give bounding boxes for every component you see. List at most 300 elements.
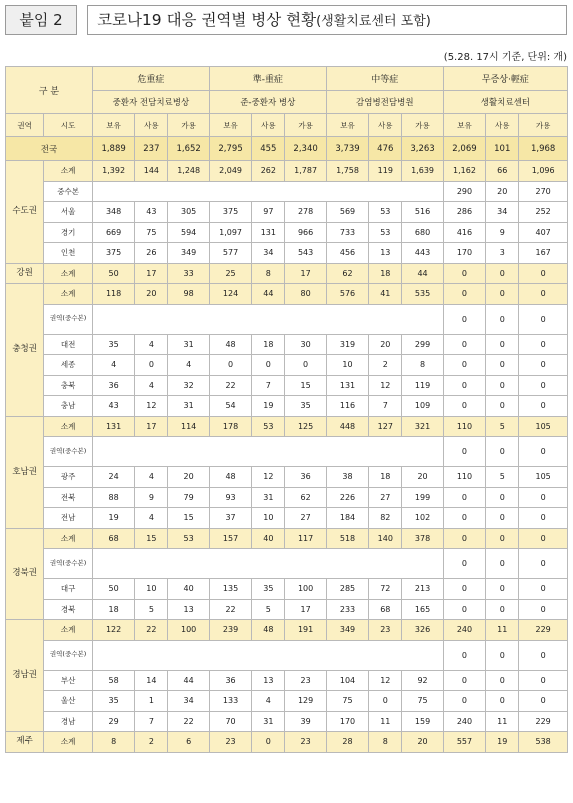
- value-cell: 20: [402, 732, 443, 753]
- blank-cell: [92, 437, 443, 467]
- value-cell: 75: [135, 222, 168, 243]
- value-cell: 20: [369, 334, 402, 355]
- value-cell: 18: [369, 467, 402, 488]
- value-cell: 0: [486, 691, 519, 712]
- value-cell: 4: [135, 375, 168, 396]
- value-cell: 213: [402, 579, 443, 600]
- city-row: [6, 640, 568, 670]
- value-cell: 36: [209, 670, 251, 691]
- value-cell: 0: [486, 508, 519, 529]
- value-cell: 0: [519, 528, 568, 549]
- value-cell: 18: [369, 263, 402, 284]
- value-cell: 733: [326, 222, 368, 243]
- value-cell: 131: [326, 375, 368, 396]
- value-cell: 68: [92, 528, 134, 549]
- value-cell: 25: [209, 263, 251, 284]
- value-cell: 443: [402, 243, 443, 264]
- value-cell: 0: [443, 549, 485, 579]
- value-cell: 35: [92, 334, 134, 355]
- value-cell: 375: [92, 243, 134, 264]
- value-cell: 252: [519, 202, 568, 223]
- value-cell: 31: [168, 396, 209, 417]
- value-cell: 30: [285, 334, 326, 355]
- value-cell: 378: [402, 528, 443, 549]
- value-cell: 15: [168, 508, 209, 529]
- city-row: [6, 691, 568, 712]
- metric-header: 사용: [486, 114, 519, 137]
- value-cell: 102: [402, 508, 443, 529]
- value-cell: 233: [326, 599, 368, 620]
- total-value-cell: 455: [252, 137, 285, 161]
- value-cell: 10: [135, 579, 168, 600]
- value-cell: 0: [443, 396, 485, 417]
- value-cell: 125: [285, 416, 326, 437]
- value-cell: 0: [519, 375, 568, 396]
- value-cell: 0: [519, 396, 568, 417]
- header-row-metrics: [6, 114, 568, 137]
- value-cell: 456: [326, 243, 368, 264]
- value-cell: 167: [519, 243, 568, 264]
- value-cell: 226: [326, 487, 368, 508]
- value-cell: 0: [519, 549, 568, 579]
- row-label: 소계: [44, 528, 93, 549]
- value-cell: 62: [285, 487, 326, 508]
- value-cell: 48: [209, 467, 251, 488]
- value-cell: 43: [135, 202, 168, 223]
- value-cell: 129: [285, 691, 326, 712]
- value-cell: 35: [285, 396, 326, 417]
- value-cell: 62: [326, 263, 368, 284]
- value-cell: 349: [326, 620, 368, 641]
- value-cell: 2,049: [209, 161, 251, 182]
- value-cell: 4: [135, 508, 168, 529]
- row-label: 광주: [44, 467, 93, 488]
- subtotal-row: [6, 284, 568, 305]
- city-row: [6, 487, 568, 508]
- value-cell: 24: [92, 467, 134, 488]
- value-cell: 5: [486, 467, 519, 488]
- subtotal-row: [6, 528, 568, 549]
- value-cell: 0: [443, 304, 485, 334]
- value-cell: 4: [135, 334, 168, 355]
- row-label: 충북: [44, 375, 93, 396]
- value-cell: 19: [486, 732, 519, 753]
- value-cell: 23: [369, 620, 402, 641]
- row-label: 권역(중수본): [44, 304, 93, 334]
- value-cell: 116: [326, 396, 368, 417]
- value-cell: 10: [252, 508, 285, 529]
- value-cell: 170: [443, 243, 485, 264]
- value-cell: 0: [519, 670, 568, 691]
- value-cell: 22: [168, 711, 209, 732]
- value-cell: 0: [486, 437, 519, 467]
- value-cell: 104: [326, 670, 368, 691]
- value-cell: 680: [402, 222, 443, 243]
- value-cell: 0: [519, 304, 568, 334]
- value-cell: 199: [402, 487, 443, 508]
- value-cell: 118: [92, 284, 134, 305]
- value-cell: 299: [402, 334, 443, 355]
- row-label: 소계: [44, 161, 93, 182]
- value-cell: 22: [135, 620, 168, 641]
- value-cell: 594: [168, 222, 209, 243]
- value-cell: 20: [486, 181, 519, 202]
- value-cell: 348: [92, 202, 134, 223]
- value-cell: 0: [443, 670, 485, 691]
- row-label: 전남: [44, 508, 93, 529]
- page-title: [87, 5, 567, 35]
- col-region-header: 권역: [6, 114, 44, 137]
- value-cell: 38: [326, 467, 368, 488]
- city-row: [6, 243, 568, 264]
- row-label: 권역(중수본): [44, 640, 93, 670]
- value-cell: 577: [209, 243, 251, 264]
- corner-cell: 구 분: [6, 67, 93, 114]
- value-cell: 8: [252, 263, 285, 284]
- value-cell: 53: [369, 202, 402, 223]
- blank-cell: [92, 304, 443, 334]
- value-cell: 3: [486, 243, 519, 264]
- value-cell: 68: [369, 599, 402, 620]
- value-cell: 669: [92, 222, 134, 243]
- city-row: [6, 355, 568, 376]
- value-cell: 44: [168, 670, 209, 691]
- national-total-row: [6, 137, 568, 161]
- value-cell: 110: [443, 467, 485, 488]
- value-cell: 50: [92, 263, 134, 284]
- blank-cell: [92, 549, 443, 579]
- value-cell: 0: [443, 487, 485, 508]
- total-value-cell: 1,652: [168, 137, 209, 161]
- value-cell: 37: [209, 508, 251, 529]
- value-cell: 11: [486, 620, 519, 641]
- value-cell: 407: [519, 222, 568, 243]
- city-row: [6, 549, 568, 579]
- value-cell: 157: [209, 528, 251, 549]
- value-cell: 43: [92, 396, 134, 417]
- value-cell: 0: [486, 263, 519, 284]
- value-cell: 8: [92, 732, 134, 753]
- group-critical: 危重症: [92, 67, 209, 91]
- region-cell: 수도권: [6, 161, 44, 264]
- blank-cell: [92, 640, 443, 670]
- row-label: 서울: [44, 202, 93, 223]
- value-cell: 0: [486, 579, 519, 600]
- value-cell: 0: [519, 437, 568, 467]
- facility-moderate: 감염병전담병원: [326, 91, 443, 114]
- value-cell: 17: [135, 263, 168, 284]
- value-cell: 569: [326, 202, 368, 223]
- total-value-cell: 2,340: [285, 137, 326, 161]
- value-cell: 14: [135, 670, 168, 691]
- value-cell: 34: [168, 691, 209, 712]
- value-cell: 966: [285, 222, 326, 243]
- value-cell: 538: [519, 732, 568, 753]
- value-cell: 23: [285, 732, 326, 753]
- total-value-cell: 237: [135, 137, 168, 161]
- total-value-cell: 476: [369, 137, 402, 161]
- value-cell: 0: [486, 640, 519, 670]
- value-cell: 58: [92, 670, 134, 691]
- row-label: 소계: [44, 263, 93, 284]
- value-cell: 0: [519, 599, 568, 620]
- city-row: [6, 711, 568, 732]
- title-paren: (생활치료센터 포함): [316, 14, 431, 29]
- value-cell: 88: [92, 487, 134, 508]
- value-cell: 0: [519, 579, 568, 600]
- metric-header: 보유: [92, 114, 134, 137]
- city-row: [6, 396, 568, 417]
- value-cell: 0: [443, 528, 485, 549]
- value-cell: 0: [443, 579, 485, 600]
- total-value-cell: 2,795: [209, 137, 251, 161]
- facility-critical: 중환자 전담치료병상: [92, 91, 209, 114]
- facility-semi-critical: 준-중환자 병상: [209, 91, 326, 114]
- value-cell: 82: [369, 508, 402, 529]
- value-cell: 22: [209, 375, 251, 396]
- value-cell: 93: [209, 487, 251, 508]
- value-cell: 416: [443, 222, 485, 243]
- value-cell: 75: [402, 691, 443, 712]
- value-cell: 114: [168, 416, 209, 437]
- value-cell: 133: [209, 691, 251, 712]
- value-cell: 44: [252, 284, 285, 305]
- value-cell: 240: [443, 620, 485, 641]
- city-row: [6, 670, 568, 691]
- value-cell: 44: [402, 263, 443, 284]
- value-cell: 305: [168, 202, 209, 223]
- value-cell: 543: [285, 243, 326, 264]
- row-label: 부산: [44, 670, 93, 691]
- value-cell: 0: [519, 691, 568, 712]
- value-cell: 92: [402, 670, 443, 691]
- value-cell: 178: [209, 416, 251, 437]
- value-cell: 27: [369, 487, 402, 508]
- total-value-cell: 1,889: [92, 137, 134, 161]
- value-cell: 28: [326, 732, 368, 753]
- value-cell: 286: [443, 202, 485, 223]
- value-cell: 7: [369, 396, 402, 417]
- value-cell: 36: [285, 467, 326, 488]
- value-cell: 35: [252, 579, 285, 600]
- value-cell: 262: [252, 161, 285, 182]
- value-cell: 26: [135, 243, 168, 264]
- value-cell: 32: [168, 375, 209, 396]
- value-cell: 18: [252, 334, 285, 355]
- row-label: 대구: [44, 579, 93, 600]
- metric-header: 보유: [443, 114, 485, 137]
- header-row-groups: [6, 67, 568, 91]
- city-row: [6, 599, 568, 620]
- row-label: 소계: [44, 620, 93, 641]
- value-cell: 0: [369, 691, 402, 712]
- value-cell: 0: [443, 599, 485, 620]
- value-cell: 20: [135, 284, 168, 305]
- city-row: [6, 202, 568, 223]
- value-cell: 70: [209, 711, 251, 732]
- value-cell: 448: [326, 416, 368, 437]
- value-cell: 66: [486, 161, 519, 182]
- row-label: 소계: [44, 416, 93, 437]
- group-mild: 무증상·輕症: [443, 67, 567, 91]
- value-cell: 10: [326, 355, 368, 376]
- value-cell: 17: [135, 416, 168, 437]
- metric-header: 가용: [402, 114, 443, 137]
- value-cell: 0: [486, 549, 519, 579]
- value-cell: 144: [135, 161, 168, 182]
- metric-header: 보유: [209, 114, 251, 137]
- value-cell: 191: [285, 620, 326, 641]
- value-cell: 0: [519, 263, 568, 284]
- value-cell: 1,162: [443, 161, 485, 182]
- value-cell: 6: [168, 732, 209, 753]
- value-cell: 15: [135, 528, 168, 549]
- value-cell: 50: [92, 579, 134, 600]
- value-cell: 0: [519, 487, 568, 508]
- value-cell: 2: [135, 732, 168, 753]
- value-cell: 12: [369, 375, 402, 396]
- value-cell: 39: [285, 711, 326, 732]
- row-label: 권역(중수본): [44, 437, 93, 467]
- value-cell: 0: [486, 528, 519, 549]
- value-cell: 0: [486, 599, 519, 620]
- value-cell: 0: [443, 437, 485, 467]
- value-cell: 0: [486, 487, 519, 508]
- value-cell: 270: [519, 181, 568, 202]
- value-cell: 0: [486, 375, 519, 396]
- value-cell: 27: [285, 508, 326, 529]
- value-cell: 1,758: [326, 161, 368, 182]
- value-cell: 12: [369, 670, 402, 691]
- group-moderate: 中等症: [326, 67, 443, 91]
- value-cell: 110: [443, 416, 485, 437]
- value-cell: 131: [252, 222, 285, 243]
- value-cell: 75: [326, 691, 368, 712]
- row-label: 충남: [44, 396, 93, 417]
- value-cell: 557: [443, 732, 485, 753]
- value-cell: 117: [285, 528, 326, 549]
- value-cell: 20: [402, 467, 443, 488]
- value-cell: 518: [326, 528, 368, 549]
- metric-header: 사용: [135, 114, 168, 137]
- value-cell: 290: [443, 181, 485, 202]
- bed-status-table: [5, 66, 568, 753]
- value-cell: 17: [285, 599, 326, 620]
- value-cell: 349: [168, 243, 209, 264]
- value-cell: 0: [443, 508, 485, 529]
- value-cell: 278: [285, 202, 326, 223]
- region-cell: 강원: [6, 263, 44, 284]
- value-cell: 0: [486, 355, 519, 376]
- subtotal-row: [6, 732, 568, 753]
- value-cell: 1,248: [168, 161, 209, 182]
- value-cell: 9: [486, 222, 519, 243]
- total-value-cell: 3,263: [402, 137, 443, 161]
- value-cell: 0: [443, 375, 485, 396]
- row-label: 울산: [44, 691, 93, 712]
- total-value-cell: 3,739: [326, 137, 368, 161]
- value-cell: 34: [486, 202, 519, 223]
- document-header: [5, 5, 567, 35]
- value-cell: 31: [252, 487, 285, 508]
- value-cell: 119: [402, 375, 443, 396]
- value-cell: 0: [519, 334, 568, 355]
- region-cell: 제주: [6, 732, 44, 753]
- value-cell: 11: [369, 711, 402, 732]
- value-cell: 0: [486, 396, 519, 417]
- value-cell: 326: [402, 620, 443, 641]
- value-cell: 8: [369, 732, 402, 753]
- value-cell: 36: [92, 375, 134, 396]
- row-label: 세종: [44, 355, 93, 376]
- metric-header: 가용: [519, 114, 568, 137]
- value-cell: 100: [168, 620, 209, 641]
- value-cell: 23: [209, 732, 251, 753]
- city-row: [6, 375, 568, 396]
- value-cell: 0: [519, 640, 568, 670]
- region-cell: 충청권: [6, 284, 44, 417]
- value-cell: 5: [252, 599, 285, 620]
- value-cell: 229: [519, 620, 568, 641]
- facility-mild: 생활치료센터: [443, 91, 567, 114]
- value-cell: 7: [135, 711, 168, 732]
- value-cell: 0: [252, 732, 285, 753]
- value-cell: 20: [168, 467, 209, 488]
- value-cell: 53: [369, 222, 402, 243]
- value-cell: 0: [443, 640, 485, 670]
- value-cell: 19: [252, 396, 285, 417]
- value-cell: 319: [326, 334, 368, 355]
- value-cell: 0: [252, 355, 285, 376]
- city-row: [6, 579, 568, 600]
- total-value-cell: 2,069: [443, 137, 485, 161]
- value-cell: 40: [168, 579, 209, 600]
- value-cell: 229: [519, 711, 568, 732]
- value-cell: 13: [252, 670, 285, 691]
- value-cell: 159: [402, 711, 443, 732]
- attachment-label: 붙임 2: [5, 5, 77, 35]
- value-cell: 29: [92, 711, 134, 732]
- value-cell: 72: [369, 579, 402, 600]
- value-cell: 1,392: [92, 161, 134, 182]
- value-cell: 109: [402, 396, 443, 417]
- value-cell: 105: [519, 416, 568, 437]
- value-cell: 22: [209, 599, 251, 620]
- row-label: 경남: [44, 711, 93, 732]
- value-cell: 0: [486, 304, 519, 334]
- value-cell: 7: [252, 375, 285, 396]
- value-cell: 321: [402, 416, 443, 437]
- value-cell: 0: [519, 508, 568, 529]
- blank-cell: [92, 181, 443, 202]
- value-cell: 0: [486, 284, 519, 305]
- subtotal-row: [6, 263, 568, 284]
- row-label: 경기: [44, 222, 93, 243]
- value-cell: 100: [285, 579, 326, 600]
- value-cell: 0: [443, 263, 485, 284]
- value-cell: 48: [252, 620, 285, 641]
- value-cell: 54: [209, 396, 251, 417]
- value-cell: 5: [135, 599, 168, 620]
- value-cell: 98: [168, 284, 209, 305]
- region-cell: 경북권: [6, 528, 44, 620]
- value-cell: 41: [369, 284, 402, 305]
- value-cell: 0: [486, 334, 519, 355]
- row-label: 인천: [44, 243, 93, 264]
- value-cell: 13: [168, 599, 209, 620]
- value-cell: 2: [369, 355, 402, 376]
- row-label: 소계: [44, 732, 93, 753]
